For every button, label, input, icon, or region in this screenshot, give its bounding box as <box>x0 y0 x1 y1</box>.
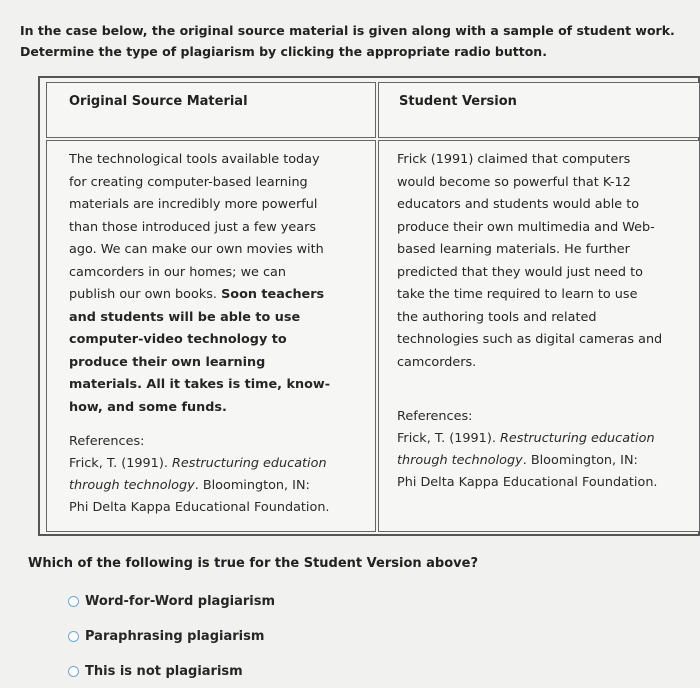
references-label: References: <box>69 434 145 449</box>
original-bold-line: how, and some funds. <box>69 399 227 415</box>
student-line: would become so powerful that K-12 <box>397 174 631 190</box>
radio-button[interactable] <box>68 596 79 607</box>
header-student: Student Version <box>399 94 517 109</box>
ref-title: Restructuring education <box>171 456 327 471</box>
original-line-mixed <box>69 284 369 307</box>
student-line: camcorders. <box>397 354 477 370</box>
student-references <box>397 406 697 494</box>
ref-title: through technology <box>397 453 523 468</box>
original-references <box>69 431 369 519</box>
radio-button[interactable] <box>68 631 79 642</box>
option-label: This is not plagiarism <box>85 664 243 679</box>
student-line: take the time required to learn to use <box>397 287 638 302</box>
student-line: the authoring tools and related <box>397 309 597 325</box>
original-line: ago. We can make our own movies with <box>69 242 324 257</box>
original-line-normal-part: publish our own books. <box>69 287 222 302</box>
student-line: Frick (1991) claimed that computers <box>397 152 631 167</box>
reference-line <box>397 450 697 472</box>
student-line: produce their own multimedia and Web- <box>397 219 655 235</box>
ref-author: Frick, T. (1991). <box>69 456 172 471</box>
reference-line <box>69 453 369 475</box>
student-line: based learning materials. He further <box>397 242 630 257</box>
references-label: References: <box>397 409 473 424</box>
reference-line <box>69 475 369 497</box>
original-text <box>69 149 369 419</box>
ref-title: through technology <box>69 478 195 493</box>
comparison-table <box>38 76 700 536</box>
header-original: Original Source Material <box>69 94 248 109</box>
student-line: educators and students would able to <box>397 197 640 212</box>
student-line: technologies such as digital cameras and <box>397 332 663 347</box>
original-source-cell <box>46 140 376 532</box>
student-line: predicted that they would just need to <box>397 264 643 280</box>
instructions-line-1: In the case below, the original source material is given along with a sample of student work. <box>20 23 675 38</box>
original-line: for creating computer-based learning <box>69 174 308 190</box>
reference-line <box>397 428 697 450</box>
header-cell-original <box>46 82 376 138</box>
student-version-cell <box>378 140 700 532</box>
instructions <box>20 20 690 62</box>
original-line-bold-part: Soon teachers <box>221 287 325 302</box>
original-bold-line: computer-video technology to <box>69 332 287 347</box>
option-paraphrasing[interactable] <box>68 629 264 644</box>
original-line: than those introduced just a few years <box>69 219 316 235</box>
question-text: Which of the following is true for the Student Version above? <box>28 556 478 571</box>
option-not-plagiarism[interactable] <box>68 664 243 679</box>
option-label: Paraphrasing plagiarism <box>85 629 265 644</box>
option-label: Word-for-Word plagiarism <box>85 594 275 609</box>
ref-author: Frick, T. (1991). <box>397 431 500 446</box>
ref-publisher-place: . Bloomington, IN: <box>194 478 310 493</box>
option-word-for-word[interactable] <box>68 594 275 609</box>
original-bold-line: materials. All it takes is time, know- <box>69 377 331 392</box>
radio-button[interactable] <box>68 666 79 677</box>
header-cell-student <box>378 82 700 138</box>
original-line: The technological tools available today <box>69 152 320 167</box>
ref-title: Restructuring education <box>499 431 655 446</box>
reference-line: Phi Delta Kappa Educational Foundation. <box>397 475 658 490</box>
reference-line: Phi Delta Kappa Educational Foundation. <box>69 500 330 515</box>
original-line: camcorders in our homes; we can <box>69 264 286 280</box>
original-bold-line: produce their own learning <box>69 354 266 370</box>
instructions-line-2: Determine the type of plagiarism by clicking the appropriate radio button. <box>20 44 547 59</box>
ref-publisher-place: . Bloomington, IN: <box>522 453 638 468</box>
original-bold-line: and students will be able to use <box>69 309 301 325</box>
original-line: materials are incredibly more powerful <box>69 197 318 212</box>
student-text <box>397 149 697 374</box>
